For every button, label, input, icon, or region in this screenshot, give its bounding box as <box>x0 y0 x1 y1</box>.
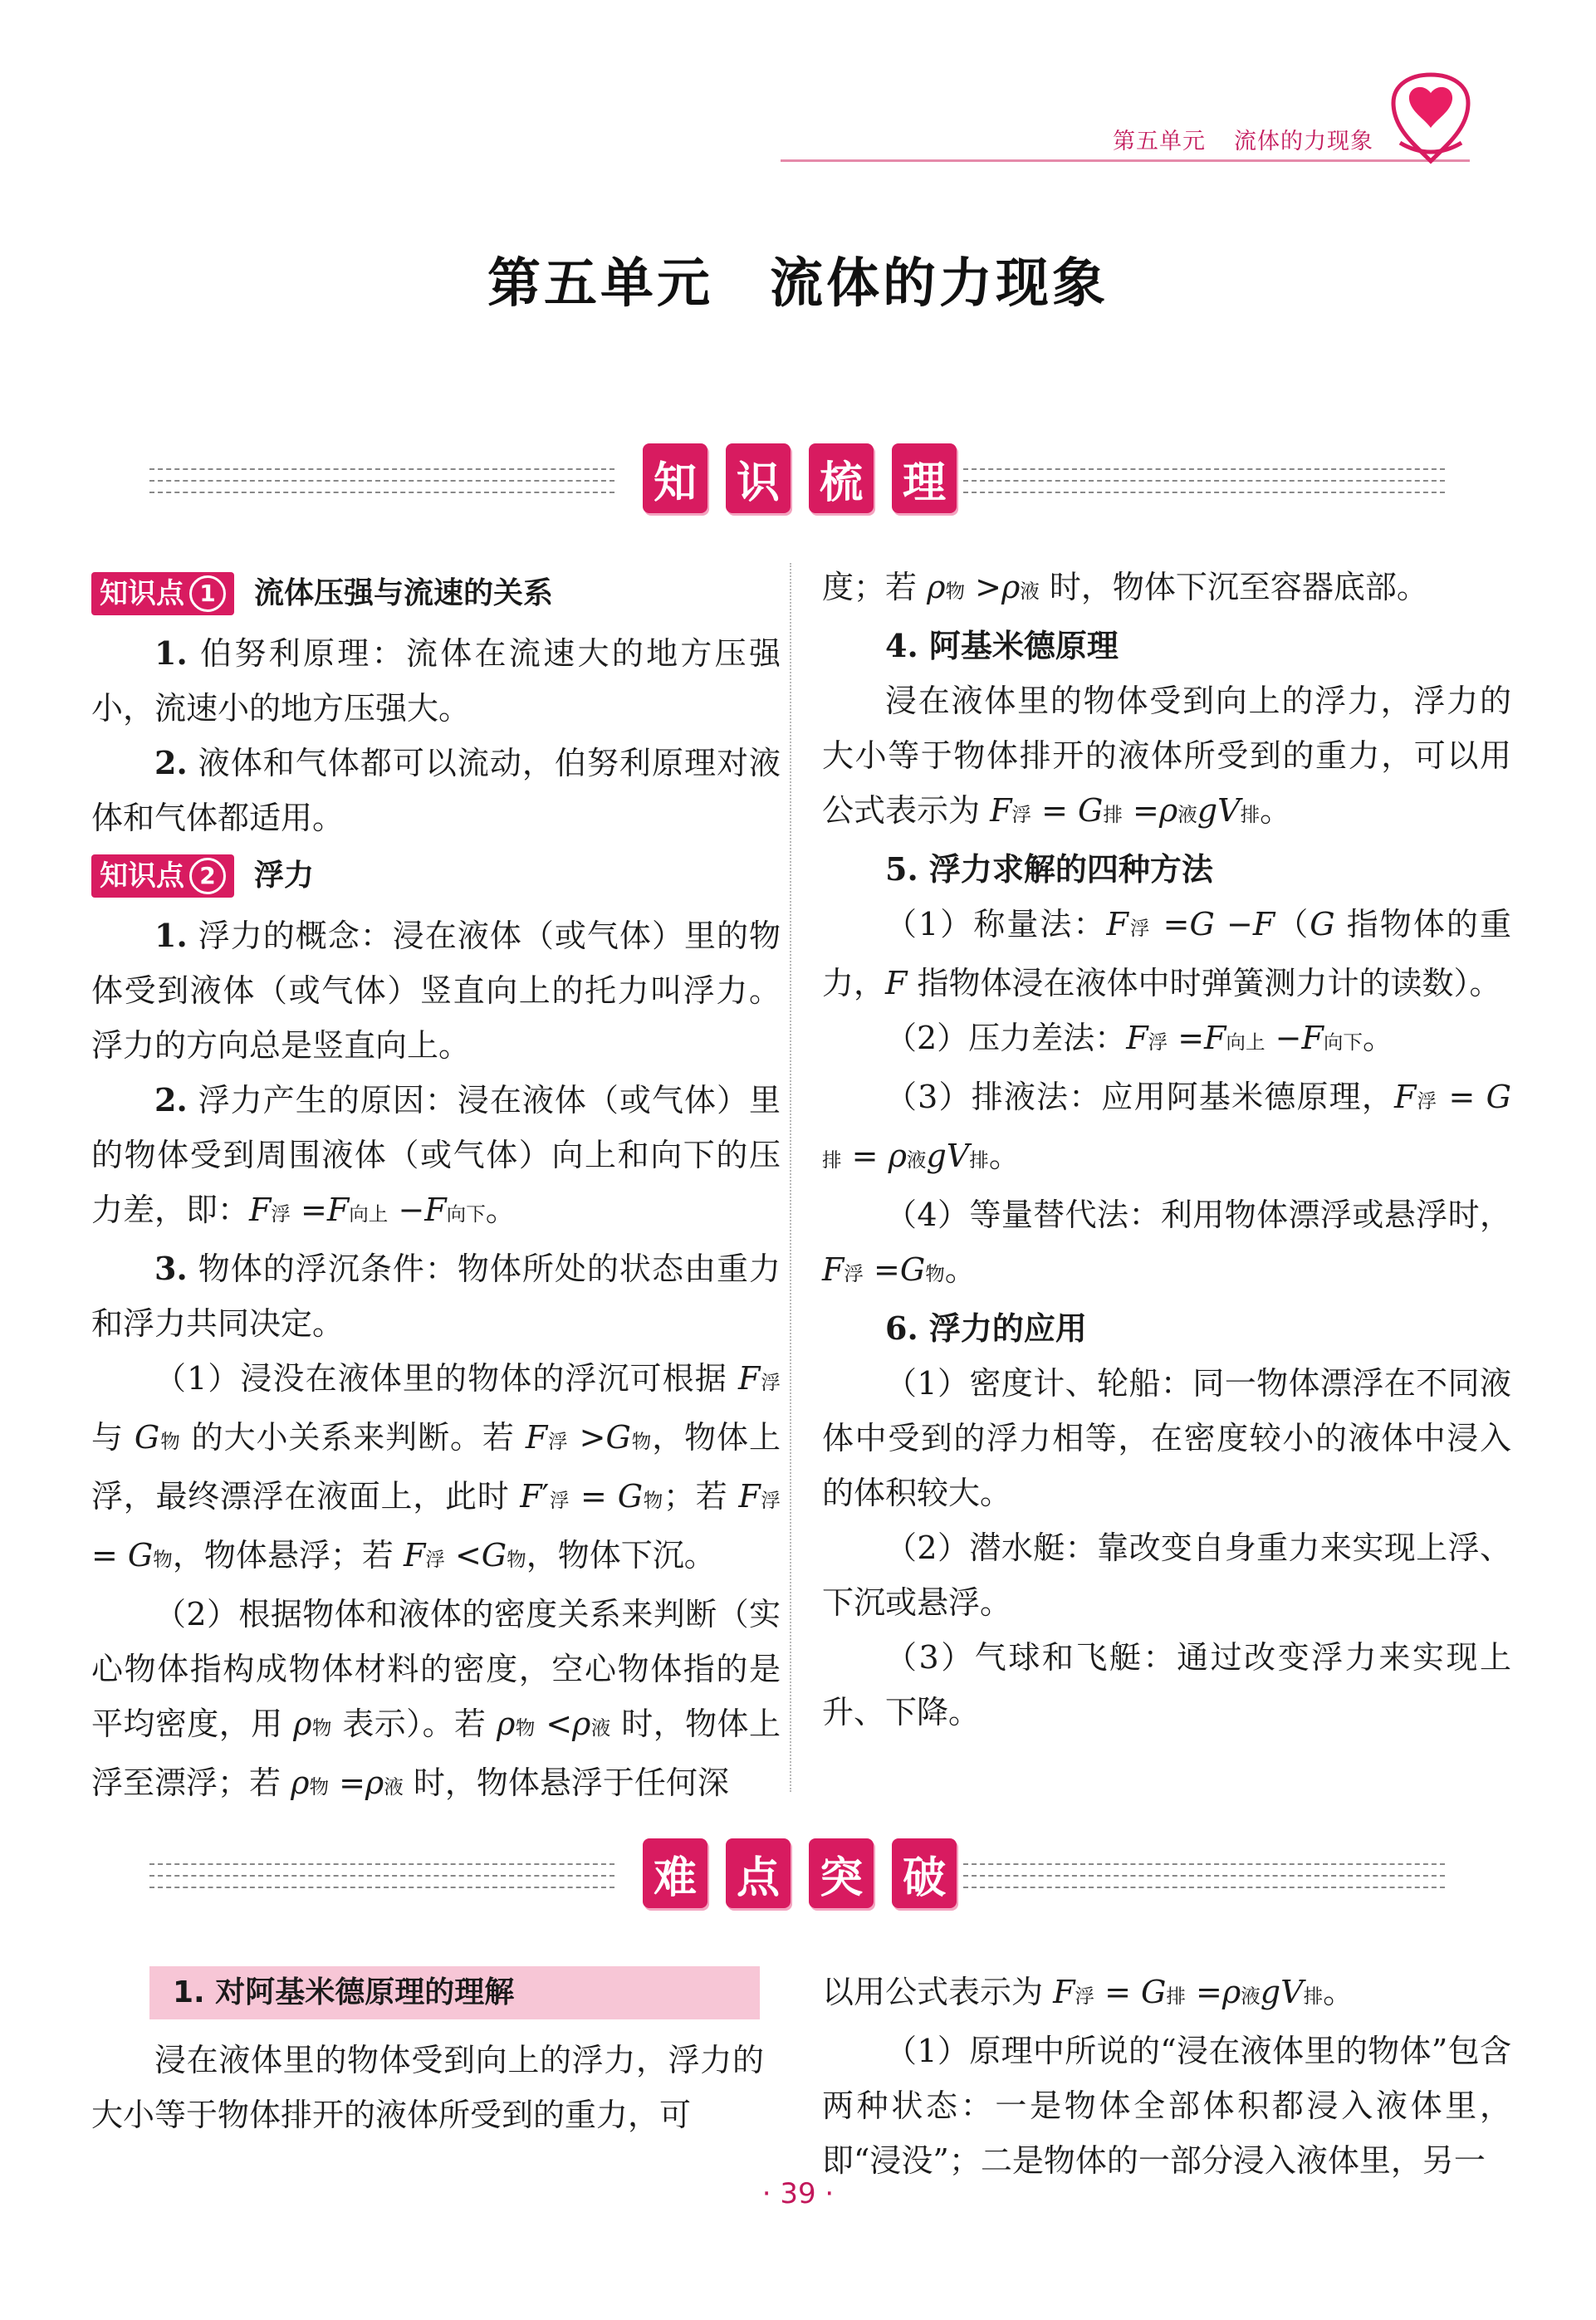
paragraph: （2）潜水艇：靠改变自身重力来实现上浮、下沉或悬浮。 <box>822 1530 1511 1621</box>
publisher-logo-icon <box>1385 70 1476 168</box>
banner-dash-right <box>963 1863 1445 1888</box>
section-banner-knowledge <box>149 443 1445 518</box>
paragraph: （4）等量替代法：利用物体漂浮或悬浮时，F浮 =G物。 <box>822 1197 1511 1288</box>
paragraph: 1. 伯努利原理：流体在流速大的地方压强小，流速小的地方压强大。 <box>91 634 781 727</box>
kp-number: 2 <box>189 858 226 894</box>
subheading: 6. 浮力的应用 <box>885 1309 1087 1347</box>
column-divider <box>790 563 791 1792</box>
paragraph: 浸在液体里的物体受到向上的浮力，浮力的大小等于物体排开的液体所受到的重力，可以用公式表示为 F浮 = G排 =ρ液gV排。 <box>822 683 1511 829</box>
paragraph: 浸在液体里的物体受到向上的浮力，浮力的大小等于物体排开的液体所受到的重力，可 <box>91 2042 764 2133</box>
subheading: 5. 浮力求解的四种方法 <box>885 850 1213 888</box>
paragraph: 2. 液体和气体都可以流动，伯努利原理对液体和气体都适用。 <box>91 744 781 836</box>
paragraph: 以用公式表示为 F浮 = G排 =ρ液gV排。 <box>822 1974 1355 2010</box>
paragraph: 度；若 ρ物 >ρ液 时，物体下沉至容器底部。 <box>822 569 1428 605</box>
paragraph: （1）密度计、轮船：同一物体漂浮在不同液体中受到的浮力相等，在密度较小的液体中浸入的体积较大。 <box>822 1365 1511 1511</box>
right-column <box>822 560 1511 1740</box>
unit-title: 第五单元 流体的力现象 <box>487 253 1109 315</box>
kp-title: 浮力 <box>254 859 315 893</box>
banner-char: 难 <box>643 1838 707 1908</box>
paragraph: （3）气球和飞艇：通过改变浮力来实现上升、下降。 <box>822 1639 1511 1730</box>
banner-boxes <box>643 443 957 513</box>
banner-char: 理 <box>892 443 957 513</box>
section-heading: 1. 对阿基米德原理的理解 <box>149 1966 760 2019</box>
header-topic: 流体的力现象 <box>1234 129 1373 154</box>
banner-char: 破 <box>892 1838 957 1908</box>
page-number: · 39 · <box>761 2177 835 2210</box>
section2-left-column <box>91 2033 764 2142</box>
banner-dash-left <box>149 468 614 493</box>
paragraph: （1）原理中所说的“浸在液体里的物体”包含两种状态：一是物体全部体积都浸入液体里，即“浸没”；二是物体的一部分浸入液体里，另一 <box>822 2033 1511 2179</box>
knowledge-point-2 <box>91 849 781 903</box>
paragraph: （1）称量法：F浮 =G −F（G 指物体的重力，F 指物体浸在液体中时弹簧测力计的读数）。 <box>822 906 1511 1001</box>
banner-char: 梳 <box>809 443 874 513</box>
banner-char: 知 <box>643 443 707 513</box>
kp-title: 流体压强与流速的关系 <box>254 576 554 610</box>
paragraph: （2）根据物体和液体的密度关系来判断（实心物体指构成物体材料的密度，空心物体指的是平均密度，用 ρ物 表示）。若 ρ物 <ρ液 时，物体上浮至漂浮；若 ρ物 =ρ液 时，物体悬浮于任何深 <box>91 1596 781 1801</box>
section-banner-difficulty <box>149 1838 1445 1913</box>
banner-char: 突 <box>809 1838 874 1908</box>
kp-tag: 知识点 1 <box>91 572 234 615</box>
paragraph: 3. 物体的浮沉条件：物体所处的状态由重力和浮力共同决定。 <box>91 1250 781 1342</box>
section2-right-column <box>822 1965 1511 2188</box>
left-column <box>91 563 781 1814</box>
knowledge-point-1 <box>91 566 781 621</box>
banner-dash-right <box>963 468 1445 493</box>
paragraph: （3）排液法：应用阿基米德原理，F浮 = G排 = ρ液gV排。 <box>822 1079 1511 1174</box>
banner-boxes <box>643 1838 957 1908</box>
kp-number: 1 <box>189 575 226 612</box>
header-unit: 第五单元 <box>1113 129 1206 154</box>
paragraph: （1）浸没在液体里的物体的浮沉可根据 F浮 与 G物 的大小关系来判断。若 F浮 >G物，物体上浮，最终漂浮在液面上，此时 F′浮 = G物；若 F浮 = G物，物体悬浮；若 F浮 <G物，物体下沉。 <box>91 1360 781 1574</box>
subheading: 4. 阿基米德原理 <box>885 627 1119 664</box>
running-header <box>1113 123 1373 155</box>
kp-tag: 知识点 2 <box>91 854 234 898</box>
paragraph: （2）压力差法：F浮 =F向上 −F向下。 <box>885 1020 1394 1056</box>
banner-dash-left <box>149 1863 614 1888</box>
banner-char: 点 <box>726 1838 791 1908</box>
paragraph: 1. 浮力的概念：浸在液体（或气体）里的物体受到液体（或气体）竖直向上的托力叫浮力。浮力的方向总是竖直向上。 <box>91 917 781 1064</box>
banner-char: 识 <box>726 443 791 513</box>
header-rule <box>781 159 1470 162</box>
paragraph: 2. 浮力产生的原因：浸在液体（或气体）里的物体受到周围液体（或气体）向上和向下的压力差，即：F浮 =F向上 −F向下。 <box>91 1081 781 1228</box>
